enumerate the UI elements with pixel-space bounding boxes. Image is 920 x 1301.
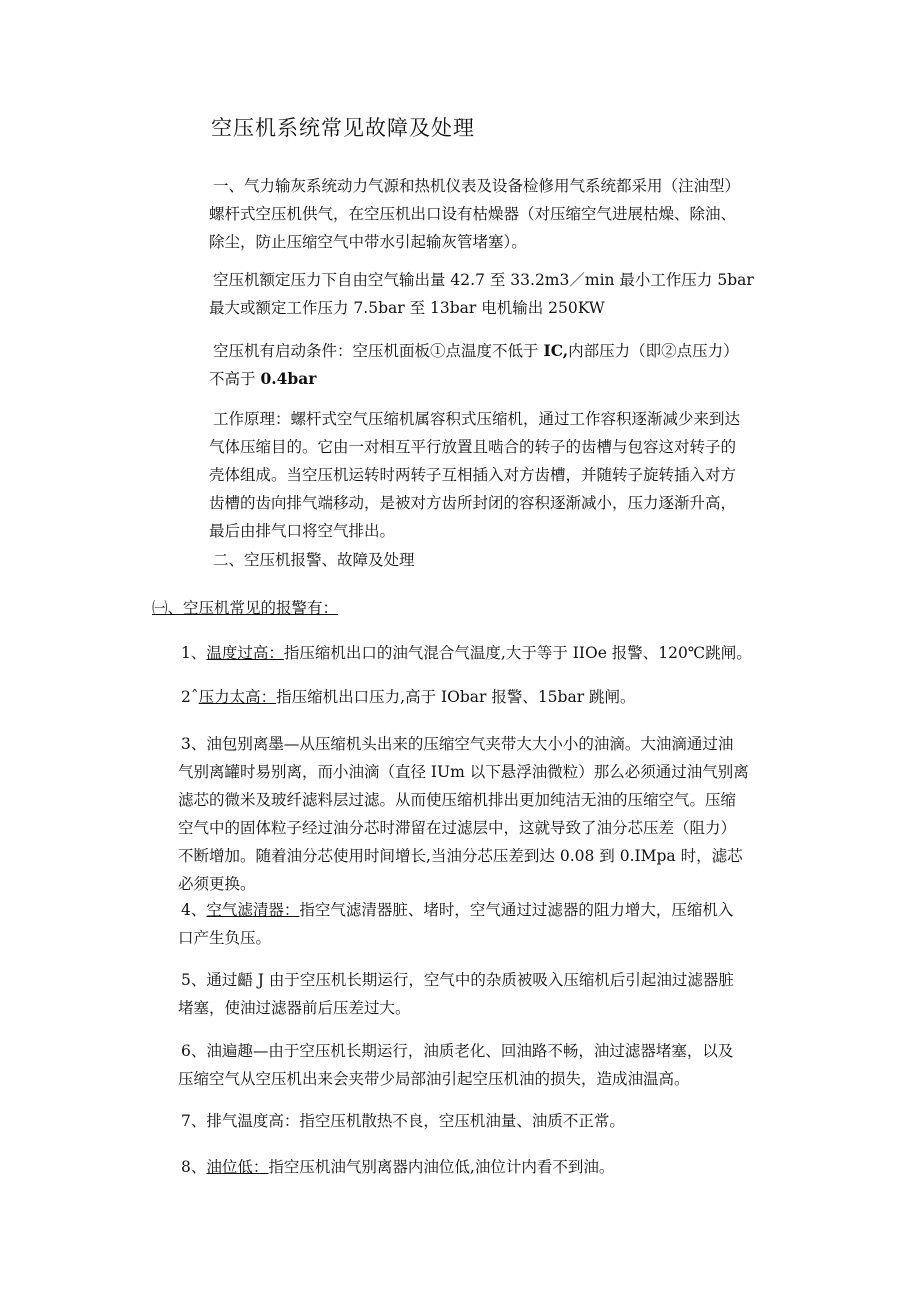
item-text: 指空气滤清器脏、堵时，空气通过过滤器的阻力增大，压缩机入 <box>299 901 734 919</box>
text-line: 齿槽的齿向排气端移动，是被对方齿所封闭的容积逐渐减小，压力逐渐升高， <box>209 494 737 512</box>
text-line: 气别离罐时易别离，而小油滴（直径 IUm 以下悬浮油微粒）那么必须通过油气别离 <box>178 763 749 781</box>
text-line: 最大或额定工作压力 7.5bar 至 13bar 电机输出 250KW <box>209 299 605 317</box>
text-line: 气体压缩目的。它由一对相互平行放置且啮合的转子的齿槽与包容这对转子的 <box>209 438 737 456</box>
item-number: 8、 <box>181 1158 207 1176</box>
text-line: 3、油包别离墨—从压缩机头出来的压缩空气夹带大大小小的油滴。大油滴通过油 <box>181 735 734 753</box>
text-line: 5、通过齬 J 由于空压机长期运行，空气中的杂质被吸入压缩机后引起油过滤器脏 <box>181 971 734 989</box>
subsection-heading: ㈠、空压机常见的报警有： <box>152 599 339 617</box>
section-heading: 二、空压机报警、故障及处理 <box>213 551 415 569</box>
item-number: 2ˆ <box>181 688 199 706</box>
start-conditions-paragraph <box>209 337 813 393</box>
text-span: 内部压力（即②点压力） <box>568 342 739 360</box>
text-line: 滤芯的微米及玻纤滤料层过滤。从而使压缩机排出更加纯洁无油的压缩空气。压缩 <box>178 791 737 809</box>
text-line: 7、排气温度高：指空压机散热不良，空压机油量、油质不正常。 <box>181 1112 625 1130</box>
text-line: 空压机额定压力下自由空气输出量 42.7 至 33.2m3／min 最小工作压力 5bar <box>213 271 754 289</box>
text-line <box>213 337 813 365</box>
list-item <box>178 966 811 1022</box>
intro-paragraph <box>209 172 813 256</box>
text-line: 6、油遍趣—由于空压机长期运行，油质老化、回油路不畅，油过滤器堵塞，以及 <box>181 1042 734 1060</box>
item-text: 指压缩机出口压力,高于 IObar 报警、15bar 跳闸。 <box>276 688 636 706</box>
working-principle-paragraph <box>209 405 813 545</box>
list-item <box>181 639 811 667</box>
text-span: 不高于 <box>209 370 261 388</box>
item-title: 油位低： <box>206 1158 269 1176</box>
text-line: 螺杆式空压机供气，在空压机出口设有枯燥器（对压缩空气进展枯燥、除油、 <box>209 205 737 223</box>
list-item <box>178 730 811 898</box>
item-number: 1、 <box>181 644 207 662</box>
text-line: 堵塞，使油过滤器前后压差过大。 <box>178 999 411 1017</box>
item-text: 指压缩机出口的油气混合气温度,大于等于 IIOe 报警、120℃跳闸。 <box>283 644 752 662</box>
item-number: 4、 <box>181 901 207 919</box>
list-item <box>181 683 811 711</box>
text-line: 工作原理：螺杆式空气压缩机属容积式压缩机，通过工作容积逐渐减少来到达 <box>213 410 741 428</box>
text-span: 空压机有启动条件：空压机面板①点温度不低于 <box>213 342 544 360</box>
text-line: 除尘，防止压缩空气中带水引起输灰管堵塞）。 <box>209 233 527 251</box>
text-line: 一、气力输灰系统动力气源和热机仪表及设备检修用气系统都采用（注油型） <box>213 177 741 195</box>
list-item <box>178 896 811 952</box>
text-line <box>181 1153 811 1181</box>
text-line: 不断增加。随着油分芯使用时间增长,当油分芯压差到达 0.08 到 0.IMpa 时，滤芯 <box>178 847 743 865</box>
bold-text: IC, <box>543 341 569 360</box>
bold-text: 0.4bar <box>260 369 317 388</box>
text-line: 壳体组成。当空压机运转时两转子互相插入对方齿槽，并随转子旋转插入对方 <box>209 466 737 484</box>
text-line <box>181 896 811 924</box>
text-line: 必须更换。 <box>178 875 256 893</box>
item-text: 指空压机油气别离器内油位低,油位计内看不到油。 <box>268 1158 615 1176</box>
item-title: 温度过高： <box>206 644 284 662</box>
page-title: 空压机系统常见故障及处理 <box>211 116 475 140</box>
list-item <box>178 1037 811 1093</box>
text-line <box>209 365 813 393</box>
rated-specs-paragraph <box>209 266 813 322</box>
text-line: 压缩空气从空压机出来会夹带少局部油引起空压机油的损失，造成油温高。 <box>178 1070 690 1088</box>
text-line <box>181 683 811 711</box>
text-line <box>181 639 811 667</box>
list-item <box>181 1153 811 1181</box>
list-item <box>181 1107 811 1135</box>
text-line: 口产生负压。 <box>178 929 272 947</box>
item-title: 压力太高： <box>198 688 277 706</box>
item-title: 空气滤清器： <box>206 901 300 919</box>
text-line: 最后由排气口将空气排出。 <box>209 522 396 540</box>
text-line: 空气中的固体粒子经过油分芯时滞留在过滤层中，这就导致了油分芯压差（阻力） <box>178 819 737 837</box>
